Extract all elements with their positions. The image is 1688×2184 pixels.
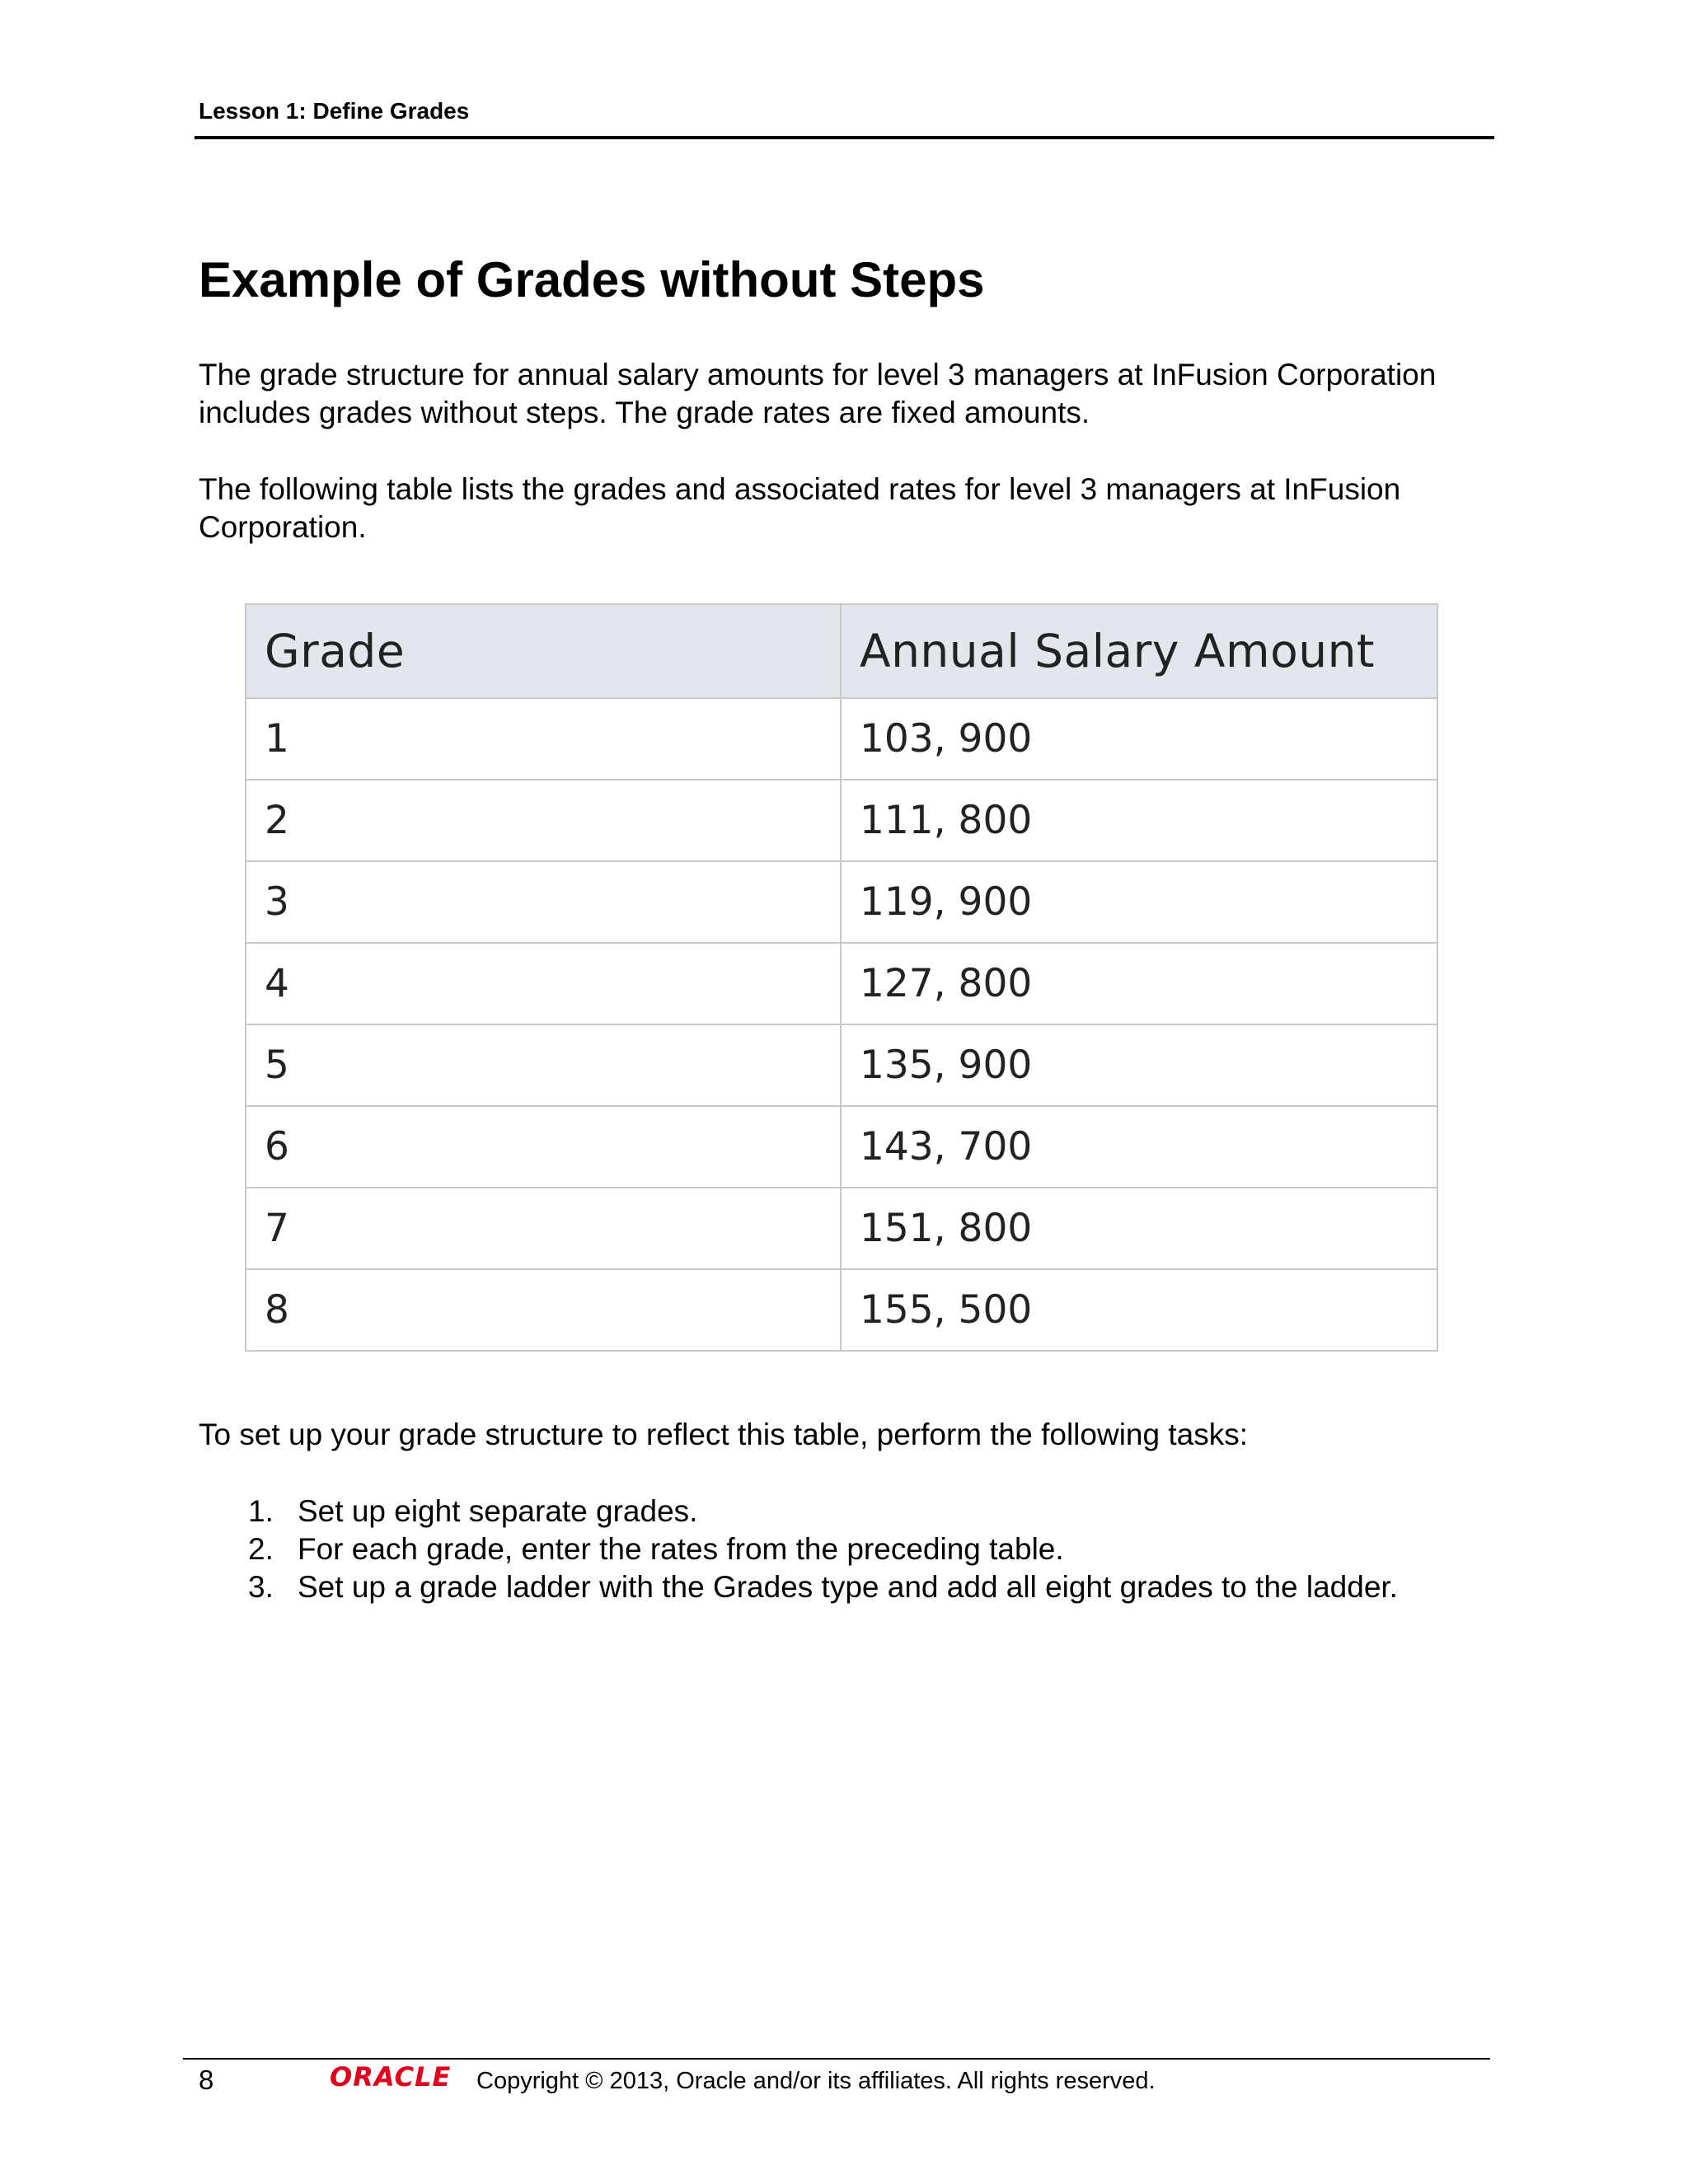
grade-cell: 7 (246, 1188, 841, 1269)
salary-cell: 135, 900 (841, 1024, 1437, 1106)
salary-cell: 143, 700 (841, 1106, 1437, 1188)
list-item-number: 3. (248, 1570, 274, 1604)
grade-cell: 4 (246, 943, 841, 1024)
grade-cell: 8 (246, 1269, 841, 1351)
list-item-number: 2. (248, 1532, 274, 1566)
copyright-notice: Copyright © 2013, Oracle and/or its affiliates. All rights reserved. (476, 2068, 1156, 2094)
table-row (246, 1188, 1437, 1269)
salary-cell: 127, 800 (841, 943, 1437, 1024)
salary-cell: 151, 800 (841, 1188, 1437, 1269)
oracle-logo: ORACLE (330, 2061, 452, 2093)
grade-cell: 5 (246, 1024, 841, 1106)
salary-cell: 119, 900 (841, 861, 1437, 943)
grade-cell: 2 (246, 780, 841, 861)
column-header-annual-salary: Annual Salary Amount (841, 604, 1437, 698)
salary-cell: 111, 800 (841, 780, 1437, 861)
grade-cell: 3 (246, 861, 841, 943)
grade-cell: 1 (246, 698, 841, 780)
list-item-text: For each grade, enter the rates from the preceding table. (298, 1532, 1064, 1566)
table-row (246, 861, 1437, 943)
salary-cell: 103, 900 (841, 698, 1437, 780)
table-row (246, 943, 1437, 1024)
header-divider (195, 136, 1494, 139)
footer-divider (183, 2058, 1490, 2060)
page-number: 8 (199, 2064, 214, 2095)
table-row (246, 1024, 1437, 1106)
list-item (199, 1568, 1435, 1606)
table-row (246, 780, 1437, 861)
lesson-header: Lesson 1: Define Grades (199, 98, 470, 124)
list-item (199, 1493, 1435, 1530)
salary-cell: 155, 500 (841, 1269, 1437, 1351)
table-intro-paragraph: The following table lists the grades and associated rates for level 3 managers at InFusion Corporation. (199, 472, 1401, 544)
list-item (199, 1530, 1435, 1568)
list-item-text: Set up eight separate grades. (298, 1494, 698, 1528)
task-list (199, 1493, 1435, 1606)
grade-cell: 6 (246, 1106, 841, 1188)
table-header-row (246, 604, 1437, 698)
intro-paragraph: The grade structure for annual salary amounts for level 3 managers at InFusion Corporation includes grades without steps. The grade rates are fixed amounts. (199, 358, 1437, 429)
page-title: Example of Grades without Steps (199, 252, 985, 307)
table-row (246, 1269, 1437, 1351)
list-item-text: Set up a grade ladder with the Grades type and add all eight grades to the ladder. (298, 1570, 1398, 1604)
list-item-number: 1. (248, 1494, 274, 1528)
table-row (246, 1106, 1437, 1188)
table-row (246, 698, 1437, 780)
grades-table (245, 603, 1438, 1352)
tasks-intro-paragraph: To set up your grade structure to reflect this table, perform the following tasks: (199, 1418, 1248, 1451)
column-header-grade: Grade (246, 604, 841, 698)
